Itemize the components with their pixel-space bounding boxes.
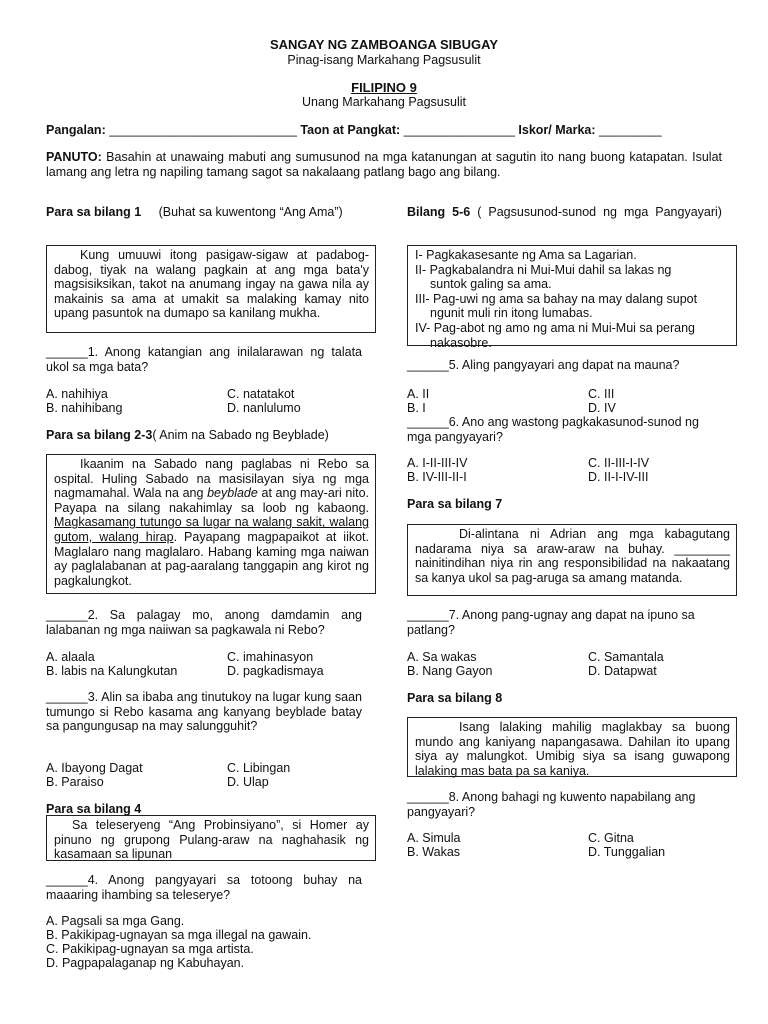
instructions-label: PANUTO: — [46, 150, 102, 164]
q6-option-a: A. I-II-III-IV — [407, 456, 468, 470]
q1-option-d: D. nanlulumo — [227, 401, 301, 415]
q3-option-d: D. Ulap — [227, 775, 269, 789]
question-8: ______8. Anong bahagi ng kuwento napabilang ang pangyayari? — [407, 790, 696, 819]
section-1-heading — [46, 205, 362, 220]
q7-option-c: C. Samantala — [588, 650, 664, 664]
passage-8: Isang lalaking mahilig maglakbay sa buong mundo ang kaniyang napangasawa. Dahilan ito upang siya ay malungkot. Umibig siya sa isang guwapong lalaking mas bata pa sa kaniya. — [407, 717, 737, 777]
q1-option-c: C. natatakot — [227, 387, 295, 401]
event-3-cont: ngunit muli rin itong lumabas. — [430, 306, 593, 321]
q8-option-d: D. Tunggalian — [588, 845, 666, 859]
passage-2-underlined: Magkasamang tutungo sa lugar na walang sakit, walang gutom, walang hirap — [54, 515, 369, 544]
school-title: SANGAY NG ZAMBOANGA SIBUGAY — [269, 37, 498, 52]
q8-option-a: A. Simula — [407, 831, 461, 845]
passage-4: Sa teleseryeng “Ang Probinsiyano”, si Homer ay pinuno ng grupong Pulang-araw na naghahasik ng kasamaan sa lipunan — [46, 815, 376, 861]
q1-option-b: B. nahihibang — [46, 401, 123, 415]
q8-option-b: B. Wakas — [407, 845, 461, 859]
passage-2-part-1: Ikaanim na Sabado nang paglabas ni Rebo sa ospital. Huling Sabado na masisilayan siya ng mga nagmamahal. Wala na ang — [54, 457, 369, 501]
q5-option-d: D. IV — [588, 401, 616, 415]
event-2-cont: suntok galing sa ama. — [430, 277, 552, 292]
question-6: ______6. Ano ang wastong pagkakasunod-sunod ng mga pangyayari? — [407, 415, 699, 444]
instructions — [46, 150, 722, 179]
q8-option-c: C. Gitna — [588, 831, 634, 845]
section-2-heading — [46, 428, 329, 443]
section-2-heading-bold: Para sa bilang 2-3 — [46, 428, 153, 442]
q3-option-b: B. Paraiso — [46, 775, 104, 789]
section-1-heading-rest: (Buhat sa kuwentong “Ang Ama”) — [158, 205, 343, 219]
question-3: ______3. Alin sa ibaba ang tinutukoy na lugar kung saan tumungo si Rebo kasama ang kanyang beyblade batay sa pangungusap na may salungguhit? — [46, 690, 362, 734]
event-3: III- Pag-uwi ng ama sa bahay na may dalang supot — [415, 291, 698, 306]
section-1-heading-bold: Para sa bilang 1 — [46, 205, 142, 219]
section-label: Taon at Pangkat: — [300, 123, 401, 137]
q2-option-b: B. labis na Kalungkutan — [46, 664, 178, 678]
q5-option-c: C. III — [588, 387, 615, 401]
score-field[interactable]: _________ — [599, 123, 662, 137]
passage-1: Kung umuuwi itong pasigaw-sigaw at padabog-dabog, tiyak na walang pagkain at ang mga bata'y magsisiksikan, takot na anumang ingay na gawa nila ay makainis sa ama at umakit sa malaking kamay nito upang pasuntok na dumapo sa kanilang mukha. — [46, 245, 376, 333]
exam-type: Pinag-isang Markahang Pagsusulit — [287, 53, 481, 67]
quarter-title: Unang Markahang Pagsusulit — [302, 95, 466, 109]
score-label: Iskor/ Marka: — [518, 123, 596, 137]
q2-option-a: A. alaala — [46, 650, 95, 664]
passage-7: Di-alintana ni Adrian ang mga kabagutang nadarama niya sa araw-araw na buhay. ________ nainitindihan niya rin ang responsibilidad na nakaatang sa kanya ukol sa pag-aruga sa amang matanda. — [407, 524, 737, 596]
name-label: Pangalan: — [46, 123, 106, 137]
q6-option-c: C. II-III-I-IV — [588, 456, 650, 470]
section-field[interactable]: ________________ — [403, 123, 515, 137]
event-1: I- Pagkakasesante ng Ama sa Lagarian. — [415, 248, 637, 262]
q5-option-b: B. I — [407, 401, 426, 415]
q4-option-c: C. Pakikipag-ugnayan sa mga artista. — [46, 942, 254, 956]
question-7: ______7. Anong pang-ugnay ang dapat na ipuno sa patlang? — [407, 608, 695, 637]
section-56-heading — [407, 205, 722, 220]
q5-option-a: A. II — [407, 387, 430, 401]
question-5: ______5. Aling pangyayari ang dapat na mauna? — [407, 358, 680, 372]
q4-option-d: D. Pagpapalaganap ng Kabuhayan. — [46, 956, 245, 970]
question-1: ______1. Anong katangian ang inilalarawan ng talata ukol sa mga bata? — [46, 345, 362, 374]
question-4: ______4. Anong pangyayari sa totoong buhay na maaaring ihambing sa teleserye? — [46, 873, 362, 902]
q6-option-b: B. IV-III-II-I — [407, 470, 467, 484]
q3-option-a: A. Ibayong Dagat — [46, 761, 143, 775]
events-list — [407, 245, 737, 350]
q6-option-d: D. II-I-IV-III — [588, 470, 649, 484]
passage-2-italic: beyblade — [207, 486, 258, 501]
q7-option-d: D. Datapwat — [588, 664, 657, 678]
name-field[interactable]: ___________________________ — [109, 123, 297, 137]
q2-option-c: C. imahinasyon — [227, 650, 314, 664]
event-4-cont: nakasobre. — [430, 335, 492, 350]
q4-option-a: A. Pagsali sa mga Gang. — [46, 914, 185, 928]
subject-title: FILIPINO 9 — [351, 80, 417, 95]
q2-option-d: D. pagkadismaya — [227, 664, 324, 678]
student-fields — [46, 123, 726, 138]
q7-option-b: B. Nang Gayon — [407, 664, 493, 678]
q7-option-a: A. Sa wakas — [407, 650, 477, 664]
section-56-heading-bold: Bilang 5-6 — [407, 205, 471, 219]
instructions-text: Basahin at unawaing mabuti ang sumusunod na mga katanungan at sagutin ito nang buong katapatan. Isulat lamang ang letra ng napiling tamang sagot sa nakalaang patlang bago ang bilang. — [46, 150, 722, 179]
section-8-heading: Para sa bilang 8 — [407, 691, 503, 705]
q3-option-c: C. Libingan — [227, 761, 291, 775]
passage-2-part-3: . Payapang magpapaikot at iikot. Maglalaro nang maglalaro. Habang kaming mga naiwan ay paglalabanan at pag-aaralang tanggapin ang kirot ng pagkalungkot. — [54, 529, 369, 588]
event-2: II- Pagkabalandra ni Mui-Mui dahil sa lakas ng — [415, 262, 672, 277]
question-2: ______2. Sa palagay mo, anong damdamin ang lalabanan ng mga naiiwan sa pagkawala ni Rebo? — [46, 608, 362, 637]
passage-2-part-2: at ang may-ari nito. Payapa na silang nakahimlay sa loob ng kabaong. — [54, 486, 369, 515]
section-7-heading: Para sa bilang 7 — [407, 497, 503, 511]
section-4-heading: Para sa bilang 4 — [46, 802, 142, 816]
q4-option-b: B. Pakikipag-ugnayan sa mga illegal na gawain. — [46, 928, 312, 942]
section-56-heading-rest: ( Pagsusunod-sunod ng mga Pangyayari) — [477, 205, 722, 219]
q1-option-a: A. nahihiya — [46, 387, 108, 401]
section-2-heading-rest: ( Anim na Sabado ng Beyblade) — [152, 428, 329, 442]
event-4: IV- Pag-abot ng amo ng ama ni Mui-Mui sa perang — [415, 320, 696, 335]
passage-2 — [46, 454, 376, 594]
